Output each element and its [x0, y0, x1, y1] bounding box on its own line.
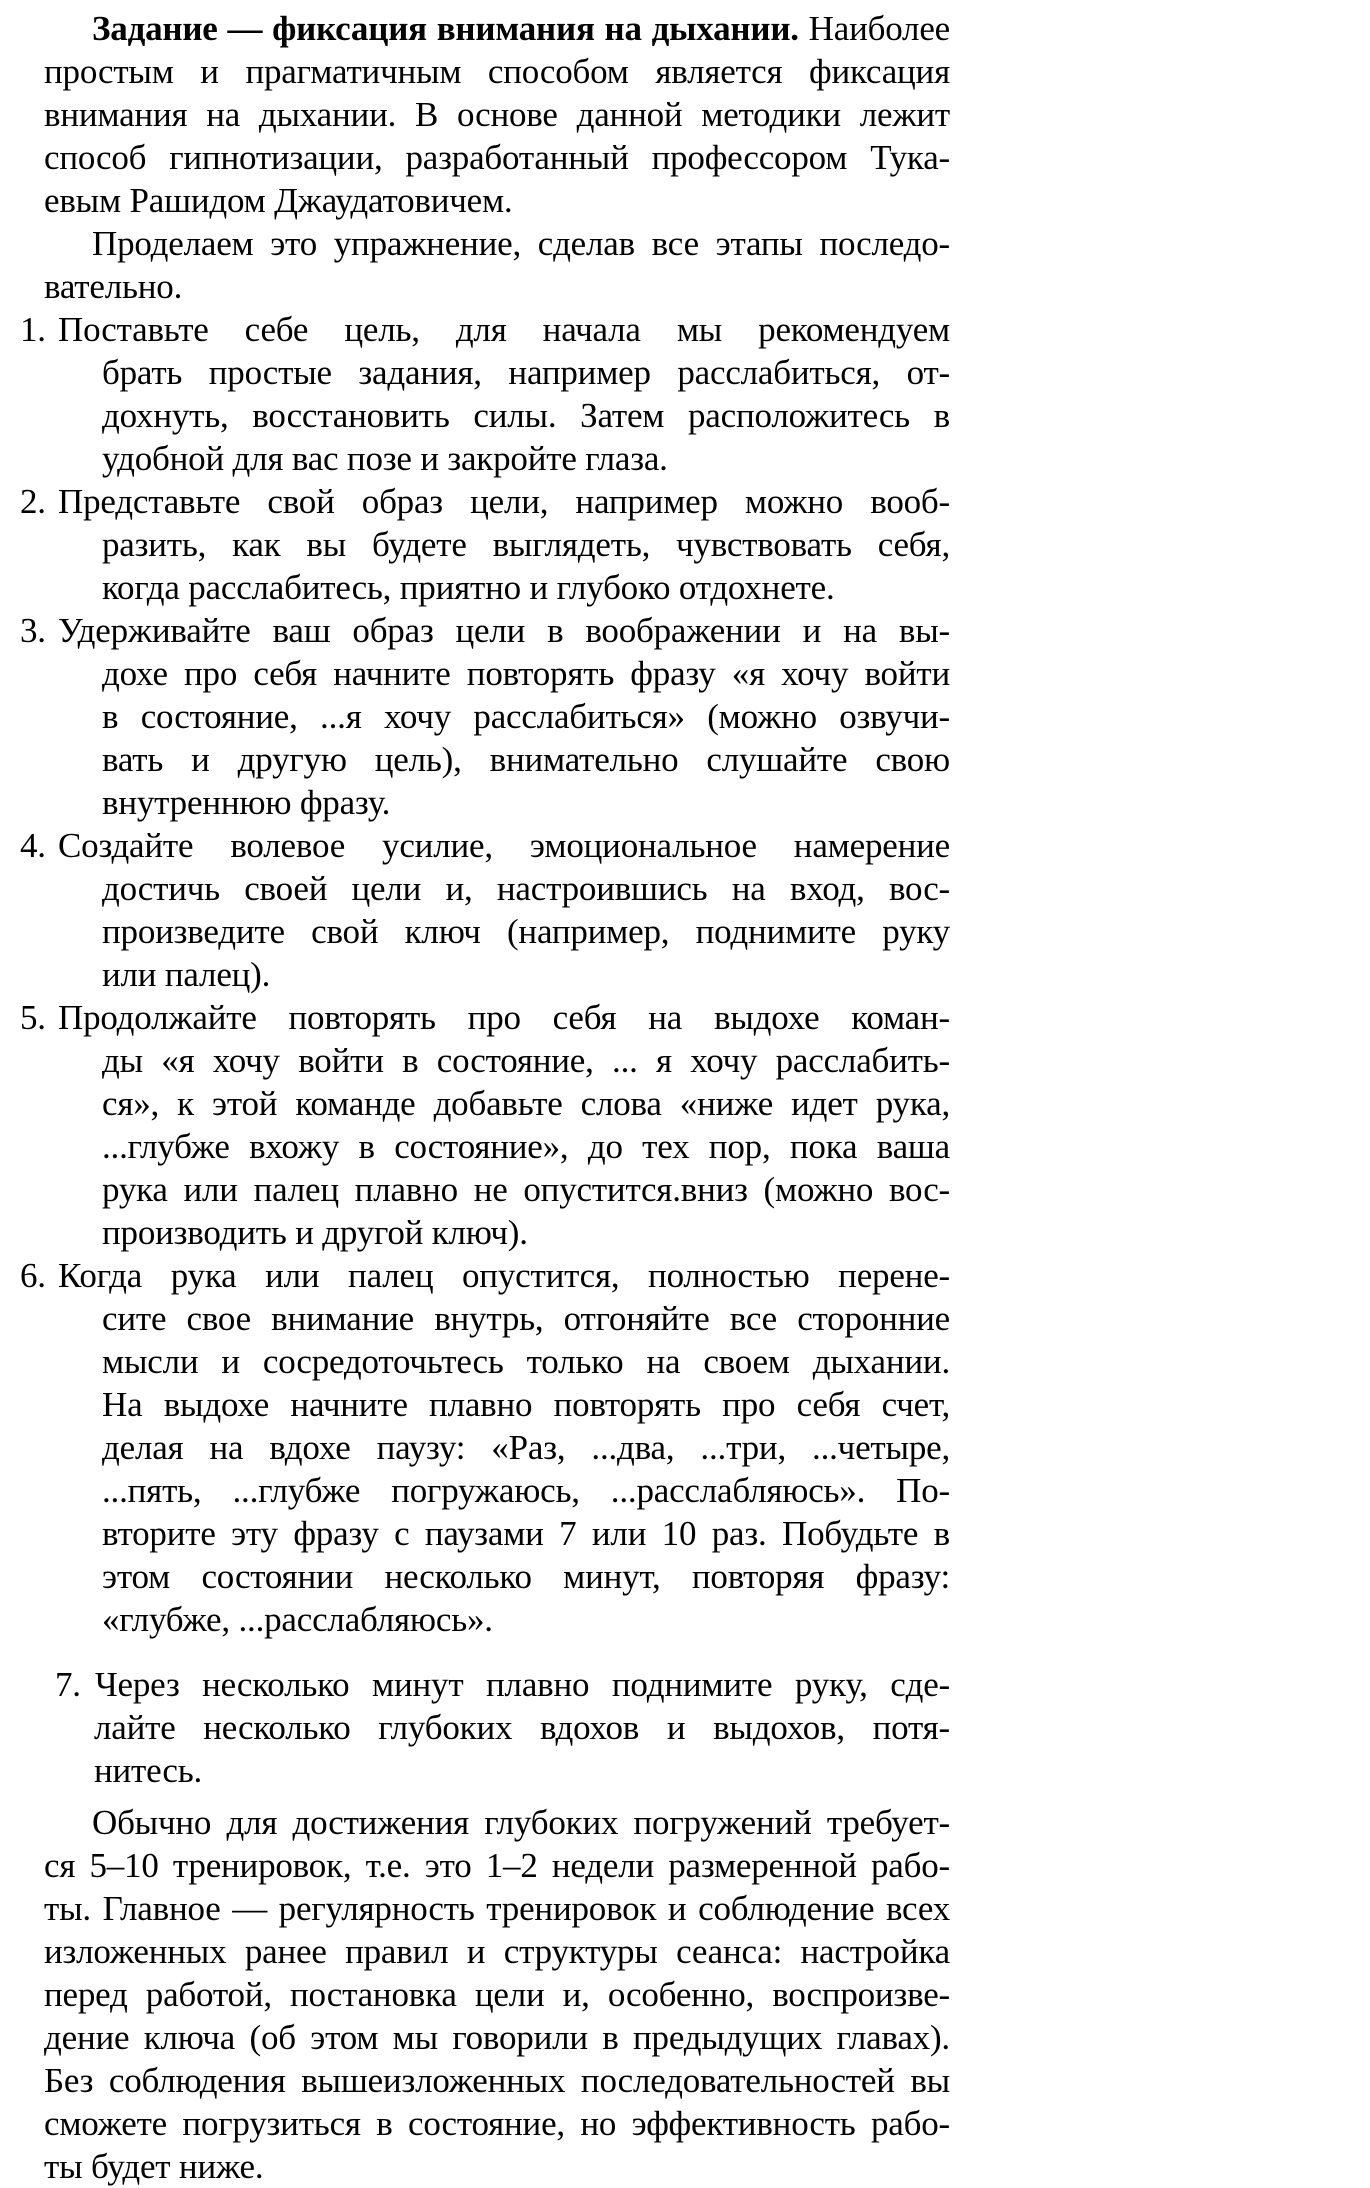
text-line [44, 2145, 950, 2188]
line-text: когда расслабитесь, приятно и глубоко отдохнете. [102, 568, 835, 607]
line-text: вать и другую цель), внимательно слушайте свою [102, 740, 950, 779]
text-line [94, 1706, 950, 1749]
text-line [44, 1844, 950, 1887]
list-number: 4. [20, 826, 46, 865]
text-line [102, 1555, 950, 1598]
text-line [20, 996, 950, 1039]
line-text: рука или палец плавно не опустится.вниз (можно вос- [102, 1170, 950, 1209]
line-text: или палец). [102, 955, 271, 994]
line-text: ...пять, ...глубже погружаюсь, ...расслабляюсь». По- [102, 1471, 950, 1510]
line-text: Когда рука или палец опустится, полностью перене- [58, 1256, 950, 1295]
text-line [44, 1801, 950, 1844]
text-line [44, 2016, 950, 2059]
text-line [20, 480, 950, 523]
list-item-3 [0, 609, 950, 824]
text-line [102, 1125, 950, 1168]
text-line [102, 652, 950, 695]
text-line [102, 953, 950, 996]
line-text: внимания на дыхании. В основе данной методики лежит [44, 95, 950, 134]
text-line [20, 824, 950, 867]
line-text: дение ключа (об этом мы говорили в предыдущих главах). [44, 2018, 950, 2057]
line-text: в состояние, ...я хочу расслабиться» (можно озвучи- [102, 697, 950, 736]
line-text: ты будет ниже. [44, 2147, 264, 2186]
line-text: На выдохе начните плавно повторять про себя счет, [102, 1385, 950, 1424]
line-text: «глубже, ...расслабляюсь». [102, 1600, 493, 1639]
list-number: 5. [20, 998, 46, 1037]
list-number: 1. [20, 310, 46, 349]
text-line [44, 265, 950, 308]
line-text: Наиболее [798, 9, 950, 48]
line-text: дохнуть, восстановить силы. Затем расположитесь в [102, 396, 950, 435]
text-line [44, 2102, 950, 2145]
list-number: 3. [20, 611, 46, 650]
line-text: достичь своей цели и, настроившись на вход, вос- [102, 869, 950, 908]
lead-paragraph [0, 222, 950, 308]
line-text: удобной для вас позе и закройте глаза. [102, 439, 668, 478]
text-line [102, 1168, 950, 1211]
text-line [102, 566, 950, 609]
line-text: вторите эту фразу с паузами 7 или 10 раз. Побудьте в [102, 1514, 950, 1553]
line-text: сможете погрузиться в состояние, но эффективность рабо- [44, 2104, 950, 2143]
line-text: евым Рашидом Джаудатовичем. [44, 181, 513, 220]
line-text: Через несколько минут плавно поднимите руку, сде- [95, 1665, 950, 1704]
line-text: ты. Главное — регулярность тренировок и соблюдение всех [44, 1889, 950, 1928]
closing-paragraph [0, 1801, 950, 2188]
text-line [102, 1297, 950, 1340]
text-line [55, 1663, 950, 1706]
line-text: ся 5–10 тренировок, т.е. это 1–2 недели размеренной рабо- [44, 1846, 950, 1885]
text-line [44, 179, 950, 222]
text-line [102, 1469, 950, 1512]
line-text: Без соблюдения вышеизложенных последовательностей вы [44, 2061, 950, 2100]
line-text: мысли и сосредоточьтесь только на своем дыхании. [102, 1342, 950, 1381]
line-text: нитесь. [94, 1751, 203, 1790]
text-line [102, 867, 950, 910]
text-line [44, 222, 950, 265]
text-line [44, 136, 950, 179]
line-text: ся», к этой команде добавьте слова «ниже идет рука, [102, 1084, 950, 1123]
line-text: Представьте свой образ цели, например можно вооб- [58, 482, 950, 521]
line-text: Продолжайте повторять про себя на выдохе коман- [58, 998, 950, 1037]
line-text: изложенных ранее правил и структуры сеанса: настройка [44, 1932, 950, 1971]
line-text: дохе про себя начните повторять фразу «я хочу войти [102, 654, 950, 693]
line-text: Проделаем это упражнение, сделав все этапы последо- [92, 224, 950, 263]
text-line [44, 1973, 950, 2016]
text-line [102, 738, 950, 781]
list-item-5 [0, 996, 950, 1254]
text-line [102, 1512, 950, 1555]
line-text: способ гипнотизации, разработанный профессором Тука- [44, 138, 950, 177]
text-line [102, 1039, 950, 1082]
text-line [102, 695, 950, 738]
text-line [102, 351, 950, 394]
line-text: вательно. [44, 267, 183, 306]
list-number: 2. [20, 482, 46, 521]
line-text: внутреннюю фразу. [102, 783, 391, 822]
line-text: перед работой, постановка цели и, особенно, воспроизве- [44, 1975, 950, 2014]
line-text: этом состоянии несколько минут, повторяя фразу: [102, 1557, 950, 1596]
text-line [44, 50, 950, 93]
text-line [44, 2059, 950, 2102]
list-item-7 [0, 1663, 950, 1792]
line-text: Создайте волевое усилие, эмоциональное намерение [58, 826, 950, 865]
text-line [102, 1211, 950, 1254]
line-text: Удерживайте ваш образ цели в воображении и на вы- [58, 611, 950, 650]
intro-paragraph [0, 7, 950, 222]
bold-lead-sentence: Задание — фиксация внимания на дыхании. [92, 9, 799, 48]
list-number: 6. [20, 1256, 46, 1295]
text-line [102, 1340, 950, 1383]
line-text: сите свое внимание внутрь, отгоняйте все сторонние [102, 1299, 950, 1338]
text-line [44, 7, 950, 50]
list-item-1 [0, 308, 950, 480]
text-line [44, 93, 950, 136]
text-line [20, 308, 950, 351]
text-line [102, 781, 950, 824]
list-number: 7. [55, 1665, 81, 1704]
text-line [102, 1082, 950, 1125]
list-item-6 [0, 1254, 950, 1641]
list-item-4 [0, 824, 950, 996]
text-line [20, 609, 950, 652]
text-line [44, 1887, 950, 1930]
line-text: производить и другой ключ). [102, 1213, 528, 1252]
line-text: Поставьте себе цель, для начала мы рекомендуем [58, 310, 950, 349]
line-text: Обычно для достижения глубоких погружений требует- [92, 1803, 950, 1842]
line-text: делая на вдохе паузу: «Раз, ...два, ...три, ...четыре, [102, 1428, 950, 1467]
line-text: ...глубже вхожу в состояние», до тех пор, пока ваша [102, 1127, 950, 1166]
line-text: простым и прагматичным способом является фиксация [44, 52, 950, 91]
text-line [102, 910, 950, 953]
list-item-2 [0, 480, 950, 609]
text-line [44, 1930, 950, 1973]
line-text: ды «я хочу войти в состояние, ... я хочу расслабить- [102, 1041, 950, 1080]
text-line [102, 523, 950, 566]
text-line [102, 1426, 950, 1469]
text-line [102, 394, 950, 437]
text-line [20, 1254, 950, 1297]
line-text: произведите свой ключ (например, поднимите руку [102, 912, 950, 951]
text-line [102, 1598, 950, 1641]
text-line [102, 1383, 950, 1426]
text-line [94, 1749, 950, 1792]
text-line [102, 437, 950, 480]
line-text: брать простые задания, например расслабиться, от- [102, 353, 950, 392]
line-text: разить, как вы будете выглядеть, чувствовать себя, [102, 525, 950, 564]
line-text: лайте несколько глубоких вдохов и выдохов, потя- [94, 1708, 950, 1747]
